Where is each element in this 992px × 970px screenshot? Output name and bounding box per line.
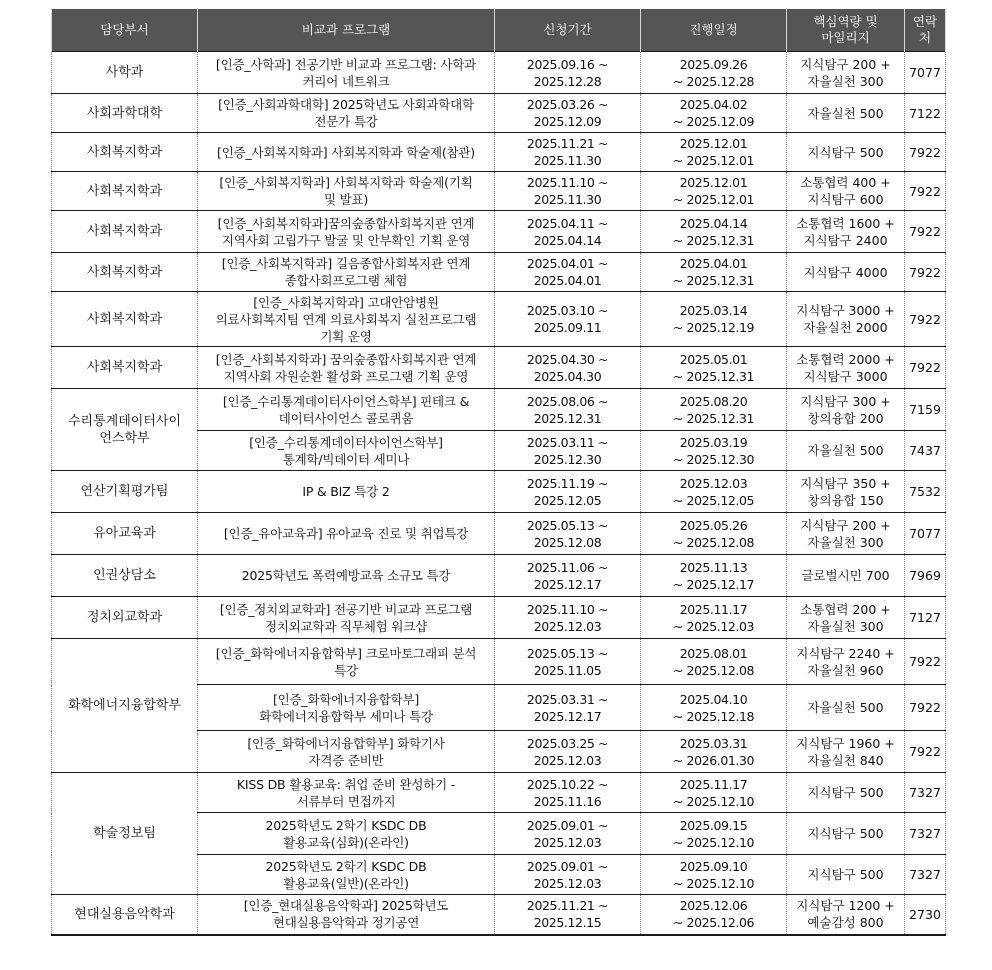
progress-schedule-cell: 2025.08.01 ~ 2025.12.08 — [641, 639, 787, 685]
dept-cell: 사회복지학과 — [52, 133, 198, 172]
program-cell: KISS DB 활용교육: 취업 준비 완성하기 - 서류부터 면접까지 — [198, 773, 495, 813]
contact-cell: 7922 — [905, 731, 946, 773]
contact-cell: 7922 — [905, 639, 946, 685]
apply-period-cell: 2025.11.21 ~ 2025.11.30 — [495, 133, 641, 172]
apply-period-cell: 2025.09.01 ~ 2025.12.03 — [495, 855, 641, 895]
competency-cell: 지식탐구 500 — [787, 133, 905, 172]
apply-period-cell: 2025.04.01 ~ 2025.04.01 — [495, 253, 641, 292]
program-cell: [인증_현대실용음악학과] 2025학년도 현대실용음악학과 정기공연 — [198, 895, 495, 935]
progress-schedule-cell: 2025.12.06 ~ 2025.12.06 — [641, 895, 787, 935]
program-cell: 2025학년도 2학기 KSDC DB 활용교육(일반)(온라인) — [198, 855, 495, 895]
program-cell: [인증_사회복지학과] 사회복지학과 학술제(참관) — [198, 133, 495, 172]
competency-cell: 소통협력 2000 + 지식탐구 3000 — [787, 347, 905, 389]
table-row — [52, 52, 946, 94]
program-cell: [인증_사학과] 전공기반 비교과 프로그램: 사학과 커리어 네트워크 — [198, 52, 495, 94]
apply-period-cell: 2025.11.21 ~ 2025.12.15 — [495, 895, 641, 935]
progress-schedule-cell: 2025.09.15 ~ 2025.12.10 — [641, 813, 787, 855]
competency-cell: 지식탐구 500 — [787, 773, 905, 813]
progress-schedule-cell: 2025.12.01 ~ 2025.12.01 — [641, 133, 787, 172]
apply-period-cell: 2025.05.13 ~ 2025.11.05 — [495, 639, 641, 685]
competency-cell: 지식탐구 2240 + 자율실천 960 — [787, 639, 905, 685]
dept-cell: 연산기획평가팀 — [52, 471, 198, 513]
progress-schedule-cell: 2025.04.14 ~ 2025.12.31 — [641, 211, 787, 253]
apply-period-cell: 2025.10.22 ~ 2025.11.16 — [495, 773, 641, 813]
progress-schedule-cell: 2025.04.02 ~ 2025.12.09 — [641, 94, 787, 133]
apply-period-cell: 2025.11.10 ~ 2025.11.30 — [495, 172, 641, 211]
progress-schedule-cell: 2025.11.17 ~ 2025.12.03 — [641, 597, 787, 639]
contact-cell: 7077 — [905, 513, 946, 555]
program-cell: [인증_유아교육과] 유아교육 진로 및 취업특강 — [198, 513, 495, 555]
program-cell: [인증_사회복지학과] 사회복지학과 학술제(기획 및 발표) — [198, 172, 495, 211]
competency-cell: 지식탐구 500 — [787, 813, 905, 855]
contact-cell: 7922 — [905, 685, 946, 731]
apply-period-cell: 2025.04.30 ~ 2025.04.30 — [495, 347, 641, 389]
contact-cell: 7922 — [905, 211, 946, 253]
apply-period-cell: 2025.03.25 ~ 2025.12.03 — [495, 731, 641, 773]
apply-period-cell: 2025.03.31 ~ 2025.12.17 — [495, 685, 641, 731]
contact-cell: 7159 — [905, 389, 946, 431]
program-table — [51, 9, 946, 936]
header-competency: 핵심역량 및 마일리지 — [787, 9, 905, 52]
contact-cell: 7327 — [905, 855, 946, 895]
table-row — [52, 597, 946, 639]
table-body — [52, 52, 946, 935]
progress-schedule-cell: 2025.08.20 ~ 2025.12.31 — [641, 389, 787, 431]
program-cell: [인증_사회복지학과]꿈의숲종합사회복지관 연계 지역사회 고립가구 발굴 및 안부확인 기획 운영 — [198, 211, 495, 253]
program-cell: [인증_수리통계데이터사이언스학부] 통계학/빅데이터 세미나 — [198, 431, 495, 471]
program-cell: [인증_사회과학대학] 2025학년도 사회과학대학 전문가 특강 — [198, 94, 495, 133]
competency-cell: 지식탐구 1200 + 예술감성 800 — [787, 895, 905, 935]
competency-cell: 글로벌시민 700 — [787, 555, 905, 597]
apply-period-cell: 2025.03.10 ~ 2025.09.11 — [495, 292, 641, 347]
header-apply-period: 신청기간 — [495, 9, 641, 52]
progress-schedule-cell: 2025.09.26 ~ 2025.12.28 — [641, 52, 787, 94]
table-row — [52, 172, 946, 211]
apply-period-cell: 2025.09.01 ~ 2025.12.03 — [495, 813, 641, 855]
table-row — [52, 211, 946, 253]
dept-cell: 학술정보팀 — [52, 773, 198, 895]
competency-cell: 지식탐구 1960 + 자율실천 840 — [787, 731, 905, 773]
progress-schedule-cell: 2025.09.10 ~ 2025.12.10 — [641, 855, 787, 895]
program-cell: IP & BIZ 특강 2 — [198, 471, 495, 513]
contact-cell: 7922 — [905, 347, 946, 389]
program-cell: [인증_수리통계데이터사이언스학부] 핀테크 & 데이터사이언스 콜로퀴움 — [198, 389, 495, 431]
progress-schedule-cell: 2025.03.14 ~ 2025.12.19 — [641, 292, 787, 347]
table-row — [52, 292, 946, 347]
contact-cell: 7077 — [905, 52, 946, 94]
progress-schedule-cell: 2025.03.31 ~ 2026.01.30 — [641, 731, 787, 773]
progress-schedule-cell: 2025.11.17 ~ 2025.12.10 — [641, 773, 787, 813]
progress-schedule-cell: 2025.03.19 ~ 2025.12.30 — [641, 431, 787, 471]
contact-cell: 7327 — [905, 773, 946, 813]
dept-cell: 유아교육과 — [52, 513, 198, 555]
program-cell: 2025학년도 폭력예방교육 소규모 특강 — [198, 555, 495, 597]
dept-cell: 사회복지학과 — [52, 347, 198, 389]
contact-cell: 7969 — [905, 555, 946, 597]
table-row — [52, 471, 946, 513]
apply-period-cell: 2025.03.11 ~ 2025.12.30 — [495, 431, 641, 471]
contact-cell: 7127 — [905, 597, 946, 639]
dept-cell: 사학과 — [52, 52, 198, 94]
table-row — [52, 133, 946, 172]
contact-cell: 7922 — [905, 172, 946, 211]
progress-schedule-cell: 2025.12.03 ~ 2025.12.05 — [641, 471, 787, 513]
dept-cell: 현대실용음악학과 — [52, 895, 198, 935]
contact-cell: 7922 — [905, 253, 946, 292]
contact-cell: 7922 — [905, 292, 946, 347]
apply-period-cell: 2025.11.10 ~ 2025.12.03 — [495, 597, 641, 639]
dept-cell: 사회복지학과 — [52, 253, 198, 292]
progress-schedule-cell: 2025.05.26 ~ 2025.12.08 — [641, 513, 787, 555]
apply-period-cell: 2025.11.19 ~ 2025.12.05 — [495, 471, 641, 513]
table-row — [52, 347, 946, 389]
progress-schedule-cell: 2025.04.10 ~ 2025.12.18 — [641, 685, 787, 731]
program-table-container — [51, 9, 946, 936]
competency-cell: 자율실천 500 — [787, 685, 905, 731]
header-dept: 담당부서 — [52, 9, 198, 52]
dept-cell: 사회복지학과 — [52, 172, 198, 211]
dept-cell: 사회과학대학 — [52, 94, 198, 133]
contact-cell: 7532 — [905, 471, 946, 513]
competency-cell: 소통협력 1600 + 지식탐구 2400 — [787, 211, 905, 253]
header-progress-schedule: 진행일정 — [641, 9, 787, 52]
program-cell: [인증_화학에너지융합학부] 화학기사 자격증 준비반 — [198, 731, 495, 773]
program-cell: [인증_화학에너지융합학부] 크로마토그래피 분석 특강 — [198, 639, 495, 685]
competency-cell: 자율실천 500 — [787, 431, 905, 471]
dept-cell: 사회복지학과 — [52, 292, 198, 347]
competency-cell: 자율실천 500 — [787, 94, 905, 133]
table-row — [52, 639, 946, 685]
table-row — [52, 773, 946, 813]
table-row — [52, 253, 946, 292]
program-cell: [인증_사회복지학과] 고대안암병원 의료사회복지팀 연계 의료사회복지 실천프로그램 기획 운영 — [198, 292, 495, 347]
contact-cell: 7327 — [905, 813, 946, 855]
dept-cell: 수리통계데이터사이 언스학부 — [52, 389, 198, 471]
table-row — [52, 94, 946, 133]
competency-cell: 소통협력 200 + 자율실천 300 — [787, 597, 905, 639]
contact-cell: 2730 — [905, 895, 946, 935]
contact-cell: 7437 — [905, 431, 946, 471]
table-row — [52, 555, 946, 597]
apply-period-cell: 2025.11.06 ~ 2025.12.17 — [495, 555, 641, 597]
competency-cell: 지식탐구 200 + 자율실천 300 — [787, 513, 905, 555]
program-cell: [인증_화학에너지융합학부] 화학에너지융합학부 세미나 특강 — [198, 685, 495, 731]
competency-cell: 지식탐구 350 + 창의융합 150 — [787, 471, 905, 513]
apply-period-cell: 2025.08.06 ~ 2025.12.31 — [495, 389, 641, 431]
apply-period-cell: 2025.04.11 ~ 2025.04.14 — [495, 211, 641, 253]
competency-cell: 지식탐구 4000 — [787, 253, 905, 292]
header-row — [52, 9, 946, 52]
apply-period-cell: 2025.09.16 ~ 2025.12.28 — [495, 52, 641, 94]
dept-cell: 인권상담소 — [52, 555, 198, 597]
table-row — [52, 389, 946, 431]
program-cell: [인증_사회복지학과] 길음종합사회복지관 연계 종합사회프로그램 체험 — [198, 253, 495, 292]
dept-cell: 사회복지학과 — [52, 211, 198, 253]
progress-schedule-cell: 2025.05.01 ~ 2025.12.31 — [641, 347, 787, 389]
apply-period-cell: 2025.03.26 ~ 2025.12.09 — [495, 94, 641, 133]
competency-cell: 소통협력 400 + 지식탐구 600 — [787, 172, 905, 211]
competency-cell: 지식탐구 3000 + 자율실천 2000 — [787, 292, 905, 347]
program-cell: [인증_정치외교학과] 전공기반 비교과 프로그램 정치외교학과 직무체험 워크샵 — [198, 597, 495, 639]
table-row — [52, 513, 946, 555]
competency-cell: 지식탐구 200 + 자율실천 300 — [787, 52, 905, 94]
table-row — [52, 895, 946, 935]
competency-cell: 지식탐구 300 + 창의융합 200 — [787, 389, 905, 431]
header-program: 비교과 프로그램 — [198, 9, 495, 52]
dept-cell: 정치외교학과 — [52, 597, 198, 639]
progress-schedule-cell: 2025.12.01 ~ 2025.12.01 — [641, 172, 787, 211]
header-contact: 연락처 — [905, 9, 946, 52]
progress-schedule-cell: 2025.11.13 ~ 2025.12.17 — [641, 555, 787, 597]
contact-cell: 7122 — [905, 94, 946, 133]
competency-cell: 지식탐구 500 — [787, 855, 905, 895]
apply-period-cell: 2025.05.13 ~ 2025.12.08 — [495, 513, 641, 555]
progress-schedule-cell: 2025.04.01 ~ 2025.12.31 — [641, 253, 787, 292]
dept-cell: 화학에너지융합학부 — [52, 639, 198, 773]
program-cell: [인증_사회복지학과] 꿈의숲종합사회복지관 연계 지역사회 자원순환 활성화 프로그램 기획 운영 — [198, 347, 495, 389]
contact-cell: 7922 — [905, 133, 946, 172]
program-cell: 2025학년도 2학기 KSDC DB 활용교육(심화)(온라인) — [198, 813, 495, 855]
